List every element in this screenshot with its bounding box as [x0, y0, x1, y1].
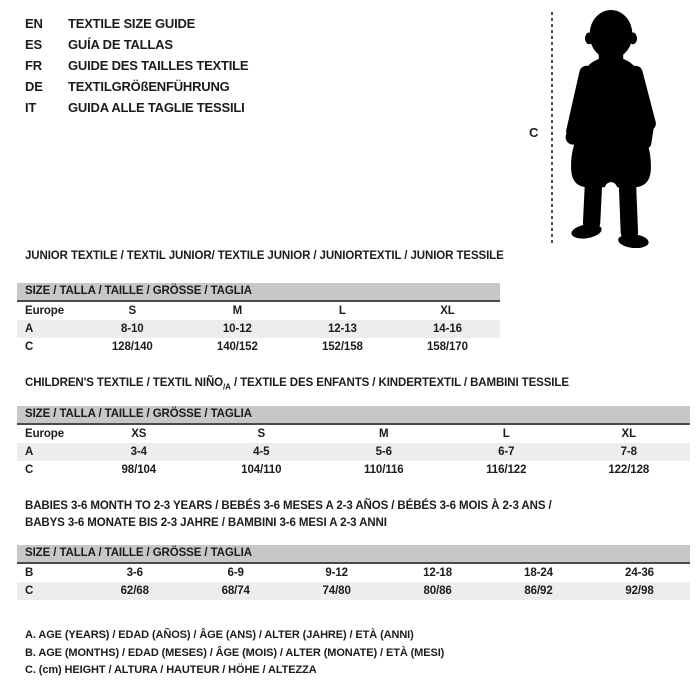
height-measure-label: C [529, 125, 539, 140]
children-size-table [17, 406, 690, 479]
title-subscript: /A [223, 382, 231, 392]
language-code: FR [25, 58, 42, 73]
row-label: C [25, 341, 34, 353]
section-title-children [25, 377, 569, 391]
height-measure-line [551, 12, 553, 246]
section-title-babies-line1: BABIES 3-6 MONTH TO 2-3 YEARS / BEBÉS 3-6 MESES A 2-3 AÑOS / BÉBÉS 3-6 MOIS À 2-3 ANS / [25, 500, 552, 512]
cell: 4-5 [200, 443, 322, 461]
language-code: DE [25, 79, 43, 94]
table-row [17, 320, 500, 338]
list-item [25, 55, 248, 76]
list-item [25, 76, 248, 97]
cell: 74/80 [286, 582, 387, 600]
language-title: TEXTILE SIZE GUIDE [68, 16, 196, 31]
language-code: EN [25, 16, 43, 31]
table-header-row [17, 302, 500, 320]
header-cell: XS [131, 428, 147, 440]
row-label: C [25, 464, 34, 476]
table-row [17, 443, 690, 461]
cell: 140/152 [216, 341, 258, 353]
title-text: CHILDREN'S TEXTILE / TEXTIL NIÑO [25, 377, 224, 389]
cell: 122/128 [608, 464, 650, 476]
row-label: C [17, 582, 84, 600]
header-cell: M [379, 428, 389, 440]
header-cell: M [232, 305, 243, 317]
cell: 12-18 [423, 567, 453, 579]
cell: 116/122 [486, 464, 527, 476]
cell: 10-12 [185, 320, 290, 338]
footnote-legend [25, 627, 444, 680]
size-header-bar: SIZE / TALLA / TAILLE / GRÖSSE / TAGLIA [17, 406, 690, 425]
cell: 5-6 [323, 443, 445, 461]
cell: 14-16 [395, 320, 500, 338]
cell: 158/170 [427, 341, 468, 353]
cell: 68/74 [185, 582, 286, 600]
header-cell: L [502, 428, 510, 440]
footnote-a: A. AGE (YEARS) / EDAD (AÑOS) / ÂGE (ANS) / ALTER (JAHRE) / ETÀ (ANNI) [25, 629, 414, 641]
list-item [25, 13, 248, 34]
cell: 128/140 [111, 341, 153, 353]
list-item [25, 97, 248, 118]
cell: 8-10 [80, 320, 185, 338]
cell: 104/110 [241, 464, 282, 476]
language-list [25, 13, 248, 118]
cell: 98/104 [121, 464, 157, 476]
cell: 7-8 [568, 443, 691, 461]
table-row [17, 564, 690, 582]
table-row [17, 582, 690, 600]
cell: 62/68 [84, 582, 185, 600]
header-cell: Europe [25, 428, 65, 440]
cell: 6-7 [445, 443, 567, 461]
language-code: IT [25, 100, 37, 115]
size-header-bar: SIZE / TALLA / TAILLE / GRÖSSE / TAGLIA [17, 283, 500, 302]
cell: 80/86 [387, 582, 488, 600]
cell: 3-6 [126, 567, 143, 579]
header-cell: XL [621, 428, 636, 440]
babies-size-table [17, 545, 690, 600]
cell: 3-4 [78, 443, 200, 461]
header-cell: S [128, 305, 137, 317]
cell: 6-9 [227, 567, 244, 579]
header-cell: L [338, 305, 346, 317]
language-title: TEXTILGRÖßENFÜHRUNG [68, 79, 230, 94]
row-label: A [17, 320, 80, 338]
table-header-row [17, 425, 690, 443]
toddler-silhouette-icon [560, 8, 662, 248]
language-title: GUIDE DES TAILLES TEXTILE [68, 58, 249, 73]
section-title-junior: JUNIOR TEXTILE / TEXTIL JUNIOR/ TEXTILE JUNIOR / JUNIORTEXTIL / JUNIOR TESSILE [25, 250, 504, 262]
cell: 12-13 [290, 320, 395, 338]
header-cell: Europe [25, 305, 65, 317]
list-item [25, 34, 248, 55]
size-header-bar: SIZE / TALLA / TAILLE / GRÖSSE / TAGLIA [17, 545, 690, 564]
table-row [17, 338, 500, 356]
title-text: / TEXTILE DES ENFANTS / KINDERTEXTIL / BAMBINI TESSILE [230, 377, 569, 389]
footnote-b: B. AGE (MONTHS) / EDAD (MESES) / ÂGE (MOIS) / ALTER (MONATE) / ETÀ (MESI) [25, 646, 445, 659]
cell: 18-24 [524, 567, 553, 579]
cell: 152/158 [321, 341, 363, 353]
cell: 92/98 [589, 582, 690, 600]
header-cell: S [257, 428, 266, 440]
table-row [17, 461, 690, 479]
header-cell: XL [440, 305, 455, 317]
row-label: A [17, 443, 78, 461]
cell: 86/92 [488, 582, 589, 600]
cell: 24-36 [625, 567, 654, 579]
footnote-c: C. (cm) HEIGHT / ALTURA / HAUTEUR / HÖHE / ALTEZZA [25, 664, 317, 676]
section-title-babies-line2: BABYS 3-6 MONATE BIS 2-3 JAHRE / BAMBINI 3-6 MESI A 2-3 ANNI [25, 517, 387, 529]
junior-size-table [17, 283, 500, 356]
language-title: GUÍA DE TALLAS [68, 37, 173, 52]
language-title: GUIDA ALLE TAGLIE TESSILI [68, 100, 245, 115]
language-code: ES [25, 37, 42, 52]
row-label: B [25, 567, 34, 579]
cell: 9-12 [325, 567, 348, 579]
cell: 110/116 [363, 464, 404, 476]
